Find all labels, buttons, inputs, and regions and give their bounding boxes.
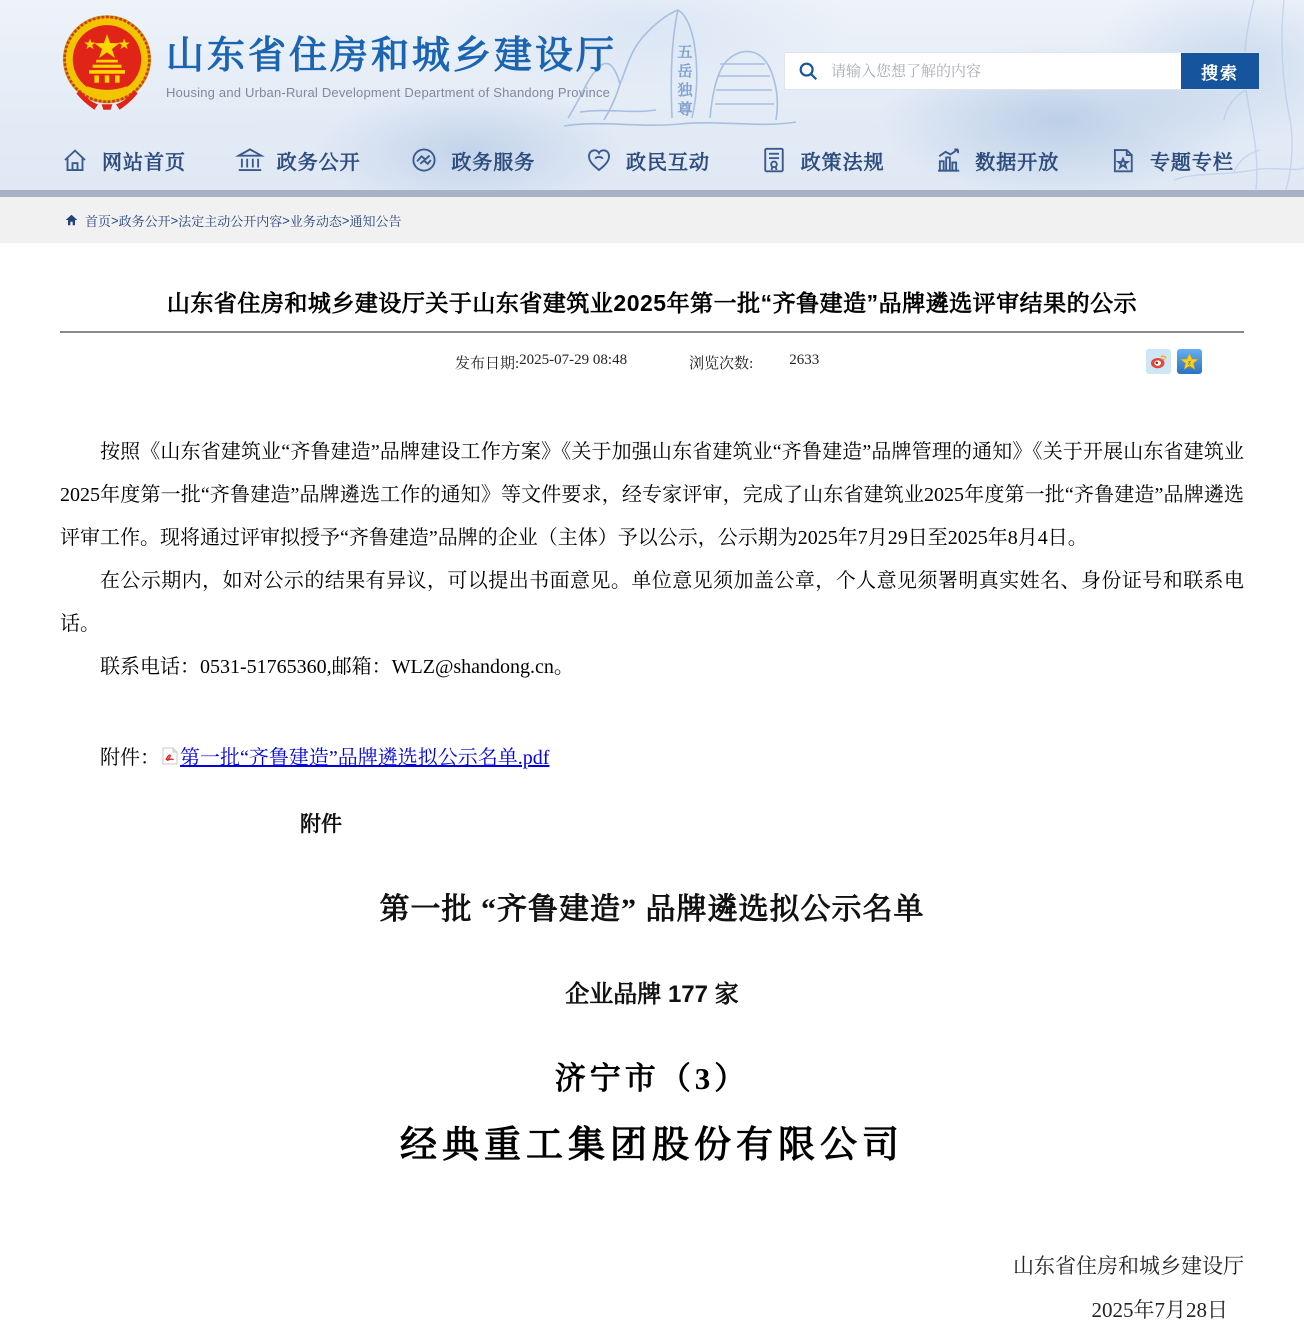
nav-item-label: 政民互动 — [625, 151, 710, 174]
title-divider — [60, 331, 1244, 333]
breadcrumb-item-business-updates[interactable]: 业务动态 — [289, 213, 342, 229]
search-input[interactable] — [831, 53, 1181, 89]
weibo-share-icon[interactable] — [1146, 349, 1171, 374]
article — [0, 285, 1304, 1324]
signature-org: 山东省住房和城乡建设厅 — [1013, 1254, 1244, 1278]
search-bar — [784, 52, 1260, 90]
qzone-share-icon[interactable] — [1177, 349, 1202, 374]
breadcrumb-home-icon — [64, 213, 79, 227]
publish-date-label: 发布日期: — [455, 356, 520, 372]
site-title: 山东省住房和城乡建设厅 — [166, 35, 618, 77]
main-nav — [60, 130, 1234, 190]
site-header — [0, 0, 1304, 190]
nav-item-label: 政策法规 — [800, 151, 885, 174]
signature-date: 2025年7月28日 — [1091, 1298, 1228, 1322]
views-count: 2633 — [789, 352, 820, 368]
publish-date-value: 2025-07-29 08:48 — [519, 352, 628, 368]
search-icon — [785, 53, 831, 89]
page-title: 山东省住房和城乡建设厅关于山东省建筑业2025年第一批“齐鲁建造”品牌遴选评审结果的公示 — [166, 290, 1138, 316]
breadcrumb-separator: > — [341, 212, 350, 228]
policy-document-icon — [759, 145, 789, 175]
nav-item-gov-disclosure[interactable] — [235, 145, 361, 175]
site-subtitle: Housing and Urban-Rural Development Department of Shandong Province — [166, 85, 611, 100]
divider-band — [0, 190, 1304, 197]
home-icon — [60, 145, 90, 175]
star-document-icon — [1108, 145, 1138, 175]
article-meta — [60, 349, 1244, 375]
breadcrumb-separator: > — [111, 212, 119, 228]
attachment-label: 附件： — [100, 747, 160, 769]
nav-item-public-interaction[interactable] — [584, 145, 710, 175]
nav-item-open-data[interactable] — [933, 145, 1059, 175]
pdf-file-icon — [162, 747, 178, 765]
government-building-icon — [235, 145, 265, 175]
paragraph: 联系电话：0531-51765360,邮箱：WLZ@shandong.cn。 — [100, 656, 574, 678]
nav-item-label: 政务公开 — [276, 151, 361, 174]
paragraph: 按照《山东省建筑业“齐鲁建造”品牌建设工作方案》《关于加强山东省建筑业“齐鲁建造”品牌管理的通知》《关于开展山东省建筑业2025年度第一批“齐鲁建造”品牌遴选工作的通知》等文件要求，经专家评审，完成了山东省建筑业2025年度第一批“齐鲁建造”品牌遴选评审工作。现将通过评审拟授予“齐鲁建造”品牌的企业（主体）予以公示，公示期为2025年7月29日至2025年8月4日。 — [60, 441, 1244, 549]
breadcrumb-item-statutory-content[interactable]: 法定主动公开内容 — [178, 213, 283, 229]
nav-item-label: 数据开放 — [975, 151, 1060, 174]
nav-item-home[interactable] — [60, 145, 186, 175]
breadcrumb-item-home[interactable]: 首页 — [85, 213, 112, 229]
attachment-title: 第一批 “齐鲁建造” 品牌遴选拟公示名单 — [379, 893, 925, 926]
brand — [62, 14, 617, 110]
national-emblem-logo — [62, 14, 152, 110]
breadcrumb-item-gov-disclosure[interactable]: 政务公开 — [118, 213, 171, 229]
nav-item-label: 专题专栏 — [1149, 151, 1234, 174]
attachment-subtitle: 企业品牌 177 家 — [565, 981, 739, 1008]
paragraph: 在公示期内，如对公示的结果有异议，可以提出书面意见。单位意见须加盖公章，个人意见须署明真实姓名、身份证号和联系电话。 — [60, 570, 1244, 635]
breadcrumb — [0, 197, 1304, 243]
share-icons — [1146, 349, 1202, 374]
breadcrumb-item-notices[interactable]: 通知公告 — [349, 213, 402, 229]
breadcrumb-separator: > — [170, 212, 179, 228]
nav-item-special-topics[interactable] — [1108, 145, 1234, 175]
breadcrumb-separator: > — [282, 212, 290, 228]
handshake-icon — [409, 145, 439, 175]
article-body — [60, 431, 1244, 689]
heart-interaction-icon — [584, 145, 614, 175]
attachment-company-name: 经典重工集团股份有限公司 — [400, 1125, 904, 1166]
attachment-city-heading: 济宁市（3） — [554, 1061, 750, 1096]
views-label: 浏览次数: — [689, 356, 754, 372]
svg-text:Z: Z — [1187, 360, 1192, 367]
mountain-decor-text: 五岳独尊 — [675, 44, 693, 120]
nav-item-label: 网站首页 — [102, 151, 186, 174]
attachment-heading: 附件 — [300, 813, 342, 836]
nav-item-label: 政务服务 — [451, 151, 536, 174]
search-button[interactable]: 搜索 — [1181, 53, 1259, 89]
nav-item-policies[interactable] — [759, 145, 885, 175]
signature-block — [60, 1250, 1244, 1324]
attachment-link[interactable]: 第一批“齐鲁建造”品牌遴选拟公示名单.pdf — [180, 747, 550, 769]
attachment-preview — [60, 808, 1244, 1168]
attachment-row — [60, 741, 1244, 770]
data-chart-icon — [933, 145, 963, 175]
nav-item-gov-services[interactable] — [409, 145, 535, 175]
